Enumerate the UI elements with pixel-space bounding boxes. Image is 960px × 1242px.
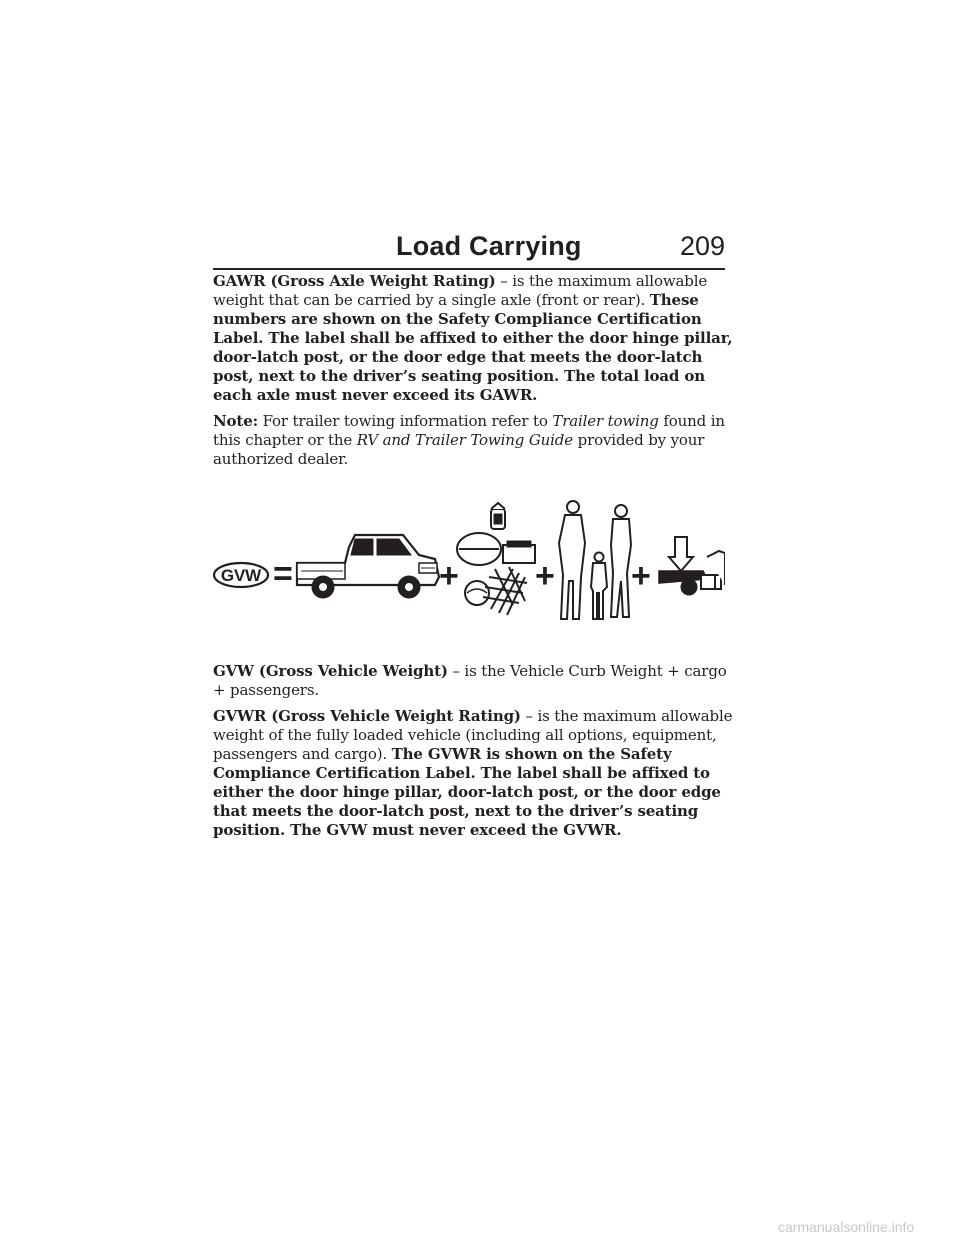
pickup-truck-icon [297, 535, 439, 598]
gawr-term: GAWR (Gross Axle Weight Rating) [213, 272, 496, 290]
note-text-2: found in this chapter or the [213, 412, 725, 449]
note-text-1: For trailer towing information refer to [257, 412, 553, 430]
gvw-badge-label: GVW [220, 566, 262, 585]
plus-sign-1: + [439, 557, 459, 595]
note-label: Note: [213, 412, 258, 430]
cargo-icon [457, 503, 535, 615]
header-divider [213, 268, 725, 270]
gawr-paragraph [213, 272, 733, 405]
note-paragraph [213, 412, 733, 469]
page-header [213, 230, 725, 270]
gvwr-paragraph [213, 707, 733, 840]
gvwr-bold-text: The GVWR is shown on the Safety Compliance Certification Label. The label shall be affixed to either the door hinge pillar, door-latch post, or the door edge that meets the door-latch post, next to the driver’s seating position. The GVW must never exceed the GVWR. [213, 745, 721, 839]
gvw-badge [214, 563, 268, 587]
gawr-bold-text: These numbers are shown on the Safety Compliance Certification Label. The label shall be affixed to either the door hinge pillar, door-latch post, or the door edge that meets the door-latch post, next to the driver’s seating position. The total load on each axle must never exceed its GAWR. [213, 291, 733, 404]
gvwr-text: – is the maximum allowable weight of the fully loaded vehicle (including all options, equipment, passengers and cargo). [213, 707, 733, 763]
trailer-hitch-icon [659, 537, 725, 595]
passengers-icon [559, 501, 631, 619]
page-content [213, 272, 733, 847]
page-number: 209 [679, 231, 725, 261]
gawr-text: – is the maximum allowable weight that can be carried by a single axle (front or rear). [213, 272, 708, 309]
trailer-towing-reference: Trailer towing [552, 412, 659, 430]
equals-sign: = [273, 555, 293, 593]
gvwr-term: GVWR (Gross Vehicle Weight Rating) [213, 707, 521, 725]
gvw-illustration [213, 497, 725, 629]
plus-sign-2: + [535, 557, 555, 595]
gvw-term: GVW (Gross Vehicle Weight) [213, 662, 448, 680]
section-title: Load Carrying [396, 231, 582, 261]
plus-sign-3: + [631, 557, 651, 595]
watermark: carmanualsonline.info [778, 1219, 915, 1235]
gvw-paragraph [213, 662, 733, 700]
gvw-equation-graphic [213, 497, 725, 629]
note-text-3: provided by your authorized dealer. [213, 431, 705, 468]
gvw-text: – is the Vehicle Curb Weight + cargo + passengers. [213, 662, 727, 699]
towing-guide-reference: RV and Trailer Towing Guide [356, 431, 573, 449]
